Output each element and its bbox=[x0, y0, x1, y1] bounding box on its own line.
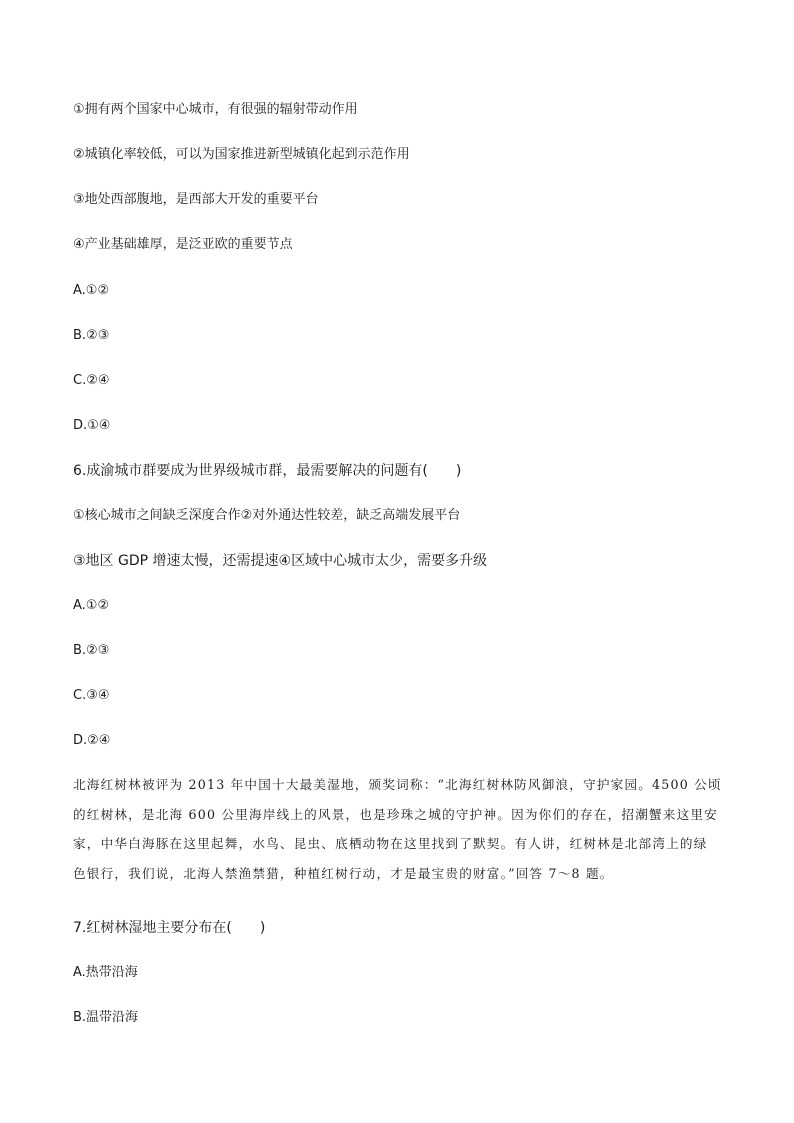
q6-choice-d: D.②④ bbox=[73, 733, 111, 748]
q7-choice-a: A.热带沿海 bbox=[73, 965, 138, 980]
passage-line-2: 的红树林，是北海 600 公里海岸线上的风景，也是珍珠之城的守护神。因为你们的存在，招潮蟹来这里安 bbox=[73, 806, 718, 822]
passage-line-4: 色银行，我们说，北海人禁渔禁猎，种植红树行动，才是最宝贵的财富。”回答 7～8 题。 bbox=[73, 866, 614, 882]
q5-statement-3: ③地处西部腹地，是西部大开发的重要平台 bbox=[73, 192, 319, 207]
q6-choice-b: B.②③ bbox=[73, 643, 110, 658]
q6-choice-c: C.③④ bbox=[73, 688, 110, 703]
q5-statement-2: ②城镇化率较低，可以为国家推进新型城镇化起到示范作用 bbox=[73, 147, 410, 162]
passage-line-1: 北海红树林被评为 2013 年中国十大最美湿地，颁奖词称：“北海红树林防风御浪，守护家园。4500 公顷 bbox=[73, 777, 722, 792]
q5-choice-a: A.①② bbox=[73, 283, 110, 298]
q7-choice-b: B.温带沿海 bbox=[73, 1010, 139, 1025]
q5-choice-c: C.②④ bbox=[73, 373, 110, 388]
q6-stem: 6.成渝城市群要成为世界级城市群，最需要解决的问题有( ) bbox=[73, 463, 462, 479]
q5-choice-d: D.①④ bbox=[73, 418, 111, 433]
q6-choice-a: A.①② bbox=[73, 598, 110, 613]
q6-statement-1: ①核心城市之间缺乏深度合作②对外通达性较差，缺乏高端发展平台 bbox=[73, 508, 461, 523]
q5-statement-4: ④产业基础雄厚，是泛亚欧的重要节点 bbox=[73, 237, 293, 252]
passage-line-3: 家，中华白海豚在这里起舞，水鸟、昆虫、底栖动物在这里找到了默契。有人讲，红树林是北部湾上的绿 bbox=[73, 836, 708, 852]
q6-statement-2: ③地区 GDP 增速太慢，还需提速④区域中心城市太少，需要多升级 bbox=[73, 553, 488, 569]
q5-choice-b: B.②③ bbox=[73, 328, 110, 343]
q7-stem: 7.红树林湿地主要分布在( ) bbox=[73, 920, 266, 936]
q5-statement-1: ①拥有两个国家中心城市，有很强的辐射带动作用 bbox=[73, 102, 358, 117]
reading-passage bbox=[73, 770, 723, 889]
